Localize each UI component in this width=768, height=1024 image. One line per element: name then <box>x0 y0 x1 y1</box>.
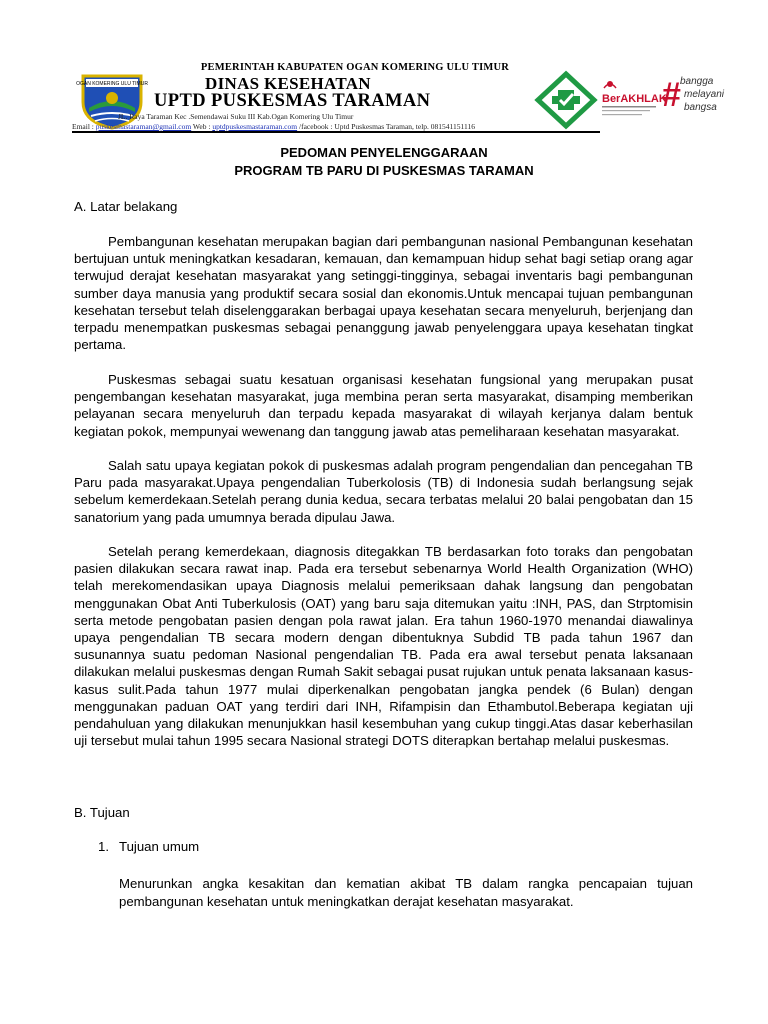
header-agency-line: DINAS KESEHATAN <box>205 74 371 93</box>
email-link[interactable]: puskesmastaraman@gmail.com <box>95 122 192 131</box>
header-divider <box>72 131 600 133</box>
web-link[interactable]: uptdpuskesmastaraman.com <box>212 122 298 131</box>
bangga-melayani-bangsa-logo-icon <box>662 72 725 120</box>
header-government-line: PEMERINTAH KABUPATEN OGAN KOMERING ULU TIMUR <box>200 62 510 73</box>
social-contact: /facebook : Uptd Puskesmas Taraman, telp. 081541151116 <box>297 122 475 131</box>
section-a-paragraph: Pembangunan kesehatan merupakan bagian dari pembangunan nasional Pembangunan kesehatan bertujuan untuk meningkatkan kesadaran, kemauan, dan kemampuan hidup sehat bagi setiap orang agar terwujud derajat kesehatan masyarakat yang setinggi-tingginya, sebagai inventaris bagi pembangunan sumber daya manusia yang produktif secara sosial dan ekonomis.Untuk mencapai tujuan pembangunan kesehatan tersebut telah diselenggarakan berbagai upaya kesehatan secara menyeluruh, berjenjang dan terpadu menempatkan puskesmas sebagai penanggung jawab penyelenggara upaya kesehatan tingkat pertama. <box>74 234 693 353</box>
health-ministry-logo-icon <box>536 72 596 128</box>
list-number: 1. <box>98 839 109 854</box>
svg-text:#: # <box>662 76 681 114</box>
header-contact <box>72 122 602 131</box>
list-item-text: Menurunkan angka kesakitan dan kematian akibat TB dalam rangka pencapaian tujuan pembangunan kesehatan untuk meningkatkan derajat kesehatan masyarakat. <box>119 876 693 909</box>
header-puskesmas-line: UPTD PUSKESMAS TARAMAN <box>154 91 431 111</box>
berakhlak-logo-icon <box>600 74 667 122</box>
svg-text:bangga: bangga <box>680 76 714 87</box>
section-a-heading: A. Latar belakang <box>74 199 178 214</box>
section-a-paragraph: Salah satu upaya kegiatan pokok di puskesmas adalah program pengendalian dan pencegahan TB Paru pada masyarakat.Upaya pengendalian Tuberkolosis (TB) di Indonesia sudah berlangsung sejak sebelum kemerdekaan.Setelah perang dunia kedua, secara terbatas melalui 20 balai pengobatan dan 15 sanatorium yang pada umumnya berada dipulau Jawa. <box>74 458 693 525</box>
section-a-paragraph: Setelah perang kemerdekaan, diagnosis ditegakkan TB berdasarkan foto toraks dan pengobatan pasien dilakukan secara rawat inap. Pada era tersebut sebenarnya World Health Organization (WHO) telah merekomendasikan upaya Diagnosis melalui pemeriksaan dahak langsung dan pengobatan menggunakan Obat Anti Tuberkulosis (OAT) yang baru saja ditemukan yaitu :INH, PAS, dan Strptomisin serta metode pengobatan pasien dengan pola rawat jalan. Era tahun 1960-1970 menandai diawalinya upaya pengendalian TB secara modern dengan dibentuknya Subdid TB pada tahun 1967 dan susunannya suatu pedoman Nasional pengendalian TB. Pada era awal tersebut penata laksanaan dilakukan melalui puskesmas dengan Rumah Sakit sebagai pusat rujukan untuk penata laksanaan kasus-kasus sulit.Pada tahun 1977 mulai diperkenalkan pengobatan jangka pendek (6 Bulan) dengan menggunakan paduan OAT yang terdiri dari INH, Rifampisin dan Ethambutol.Beberapa kegiatan uji pendahuluan yang dilakukan menunjukkan hasil kesembuhan yang cukup tinggi.Atas dasar keberhasilan uji tersebut mulai tahun 1995 secara Nasional strategi DOTS diterapkan bertahap melalui puskesmas. <box>74 544 693 749</box>
section-a-paragraph: Puskesmas sebagai suatu kesatuan organisasi kesehatan fungsional yang merupakan pusat pengembangan kesehatan masyarakat, juga membina peran serta masyarakat, disamping memberikan pelayanan secara menyeluruh dan terpadu kepada masyarakat di wilayah kerjanya dalam bentuk kegiatan pokok, mempunyai wewenang dan tanggung jawab atas pemeliharaan kesehatan masyarakat. <box>74 372 693 439</box>
section-b-heading: B. Tujuan <box>74 805 130 820</box>
list-item-label: Tujuan umum <box>119 839 200 854</box>
web-label: Web : <box>191 122 213 131</box>
document-title-line2: PROGRAM TB PARU DI PUSKESMAS TARAMAN <box>234 163 534 178</box>
svg-text:melayani: melayani <box>684 89 725 100</box>
header-address: JL. Raya Taraman Kec .Semendawai Suku III Kab.Ogan Komering Ulu Timur <box>118 112 354 121</box>
svg-text:bangsa: bangsa <box>684 102 717 113</box>
svg-text:OGAN KOMERING ULU TIMUR: OGAN KOMERING ULU TIMUR <box>76 81 148 87</box>
svg-text:BerAKHLAK: BerAKHLAK <box>602 93 667 105</box>
email-label: Email : <box>72 122 96 131</box>
document-title-line1: PEDOMAN PENYELENGGARAAN <box>280 145 488 160</box>
